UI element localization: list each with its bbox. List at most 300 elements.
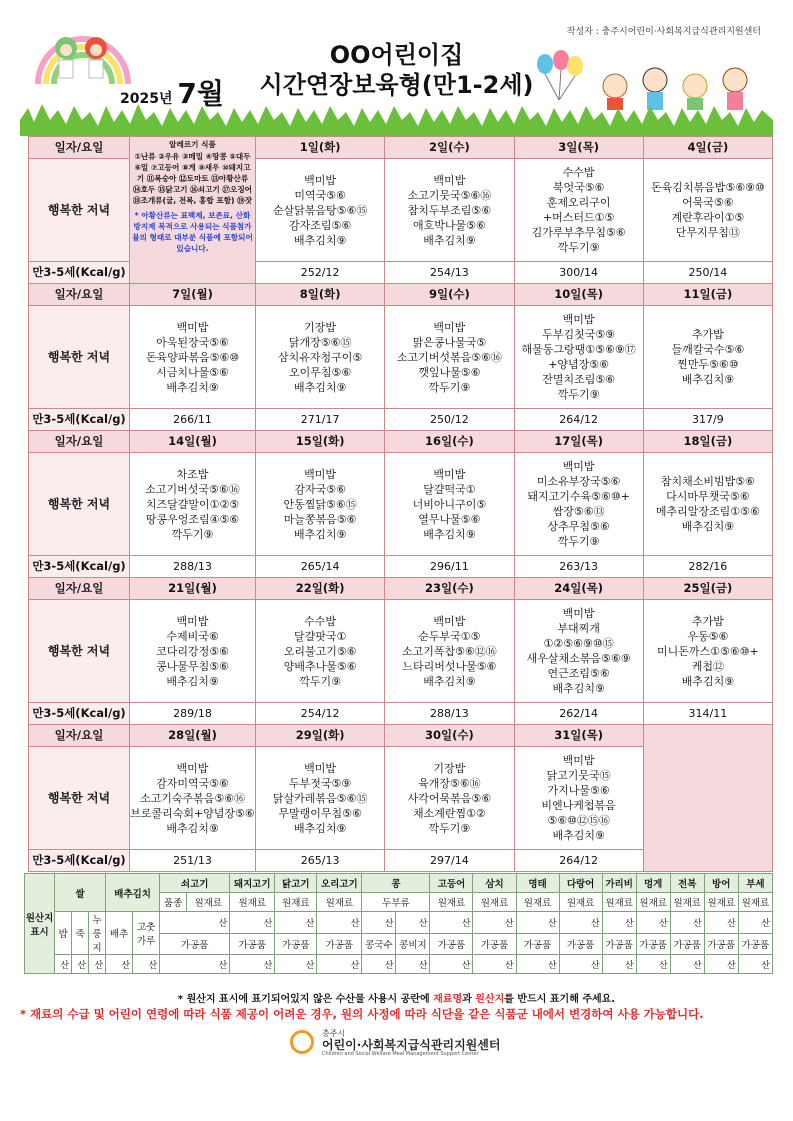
dish-item: 단무지무침⑬ — [675, 226, 740, 239]
day-header: 17일(목) — [514, 431, 643, 453]
dish-item: 김가루부추무침⑤⑥ — [531, 226, 626, 239]
dish-item: 배추김치⑨ — [293, 233, 347, 247]
dish-item: 깍두기⑨ — [299, 674, 341, 688]
day-kcal: 317/9 — [643, 409, 772, 431]
origin-mackerel: 고등어 — [430, 874, 473, 893]
dish-item: 백미밥 — [562, 754, 595, 767]
dish-item: 배추김치⑨ — [423, 233, 476, 247]
dish-item: 기장밥 — [433, 761, 466, 775]
origin-juk: 죽 — [72, 912, 89, 955]
day-kcal: 264/12 — [514, 850, 643, 872]
dish-item: +머스터드①⑤ — [542, 211, 615, 224]
day-dishes — [514, 306, 643, 409]
dish-item: 배추김치⑨ — [681, 373, 735, 386]
day-header: 31일(목) — [514, 725, 643, 747]
day-header: 22일(화) — [256, 578, 385, 600]
origin-san: 산 — [430, 912, 473, 934]
dish-item: 다시마무챗국⑤⑥ — [666, 490, 750, 503]
dish-item: 오리불고기⑤⑥ — [283, 644, 357, 658]
origin-raw: 원재료 — [738, 893, 772, 912]
origin-san: 산 — [275, 955, 317, 974]
origin-abalone: 전복 — [670, 874, 704, 893]
date-day-label: 일자/요일 — [29, 578, 130, 600]
dish-item: 상추무침⑤⑥ — [547, 520, 610, 533]
origin-san: 산 — [473, 912, 516, 934]
origin-spanish-mackerel: 삼치 — [473, 874, 516, 893]
day-dishes — [643, 306, 772, 409]
dish-item: 어묵국⑤⑥ — [682, 196, 734, 209]
day-dishes — [514, 453, 643, 556]
dish-item: 아욱된장국⑤⑥ — [156, 335, 229, 349]
center-logo — [290, 1028, 510, 1056]
day-header: 3일(목) — [514, 137, 643, 159]
dish-item: 소고기버섯국⑤⑥⑯ — [145, 482, 240, 496]
origin-chicken: 닭고기 — [275, 874, 317, 893]
origin-raw: 원재료 — [275, 893, 317, 912]
day-kcal: 250/14 — [643, 262, 772, 284]
day-kcal: 288/13 — [385, 703, 514, 725]
day-kcal: 250/12 — [385, 409, 514, 431]
dish-item: 백미밥 — [433, 614, 466, 628]
dish-item: 북엇국⑤⑥ — [552, 181, 605, 194]
dish-item: 찐만두⑤⑥⑩ — [677, 358, 739, 371]
dish-item: 배추김치⑨ — [166, 674, 219, 688]
day-header: 15일(화) — [256, 431, 385, 453]
day-kcal: 266/11 — [130, 409, 256, 431]
dinner-label: 행복한 저녁 — [29, 600, 130, 703]
origin-cabbage: 배추 — [106, 912, 133, 955]
dish-item: 느타리버섯나물⑤⑥ — [402, 659, 497, 673]
dish-item: 배추김치⑨ — [293, 527, 347, 541]
kcal-label: 만3-5세(Kcal/g) — [29, 556, 130, 578]
origin-note-text: 를 반드시 표기해 주세요. — [504, 994, 616, 1005]
dish-item: 치즈달걀말이①②⑤ — [145, 497, 240, 511]
dish-item: 부대찌개 — [557, 622, 600, 635]
day-dishes — [256, 747, 385, 850]
dish-item: 소고기뭇국⑤⑥⑯ — [407, 188, 492, 202]
dish-item: 백미밥 — [433, 173, 466, 187]
dish-item: 백미밥 — [304, 173, 337, 187]
day-kcal: 252/12 — [256, 262, 385, 284]
day-header: 23일(수) — [385, 578, 514, 600]
dish-item: 닭고기뭇국⑮ — [546, 769, 611, 782]
dish-item: 감자조림⑤⑥ — [289, 218, 352, 232]
origin-san: 산 — [704, 912, 738, 934]
origin-raw: 원재료 — [473, 893, 516, 912]
dish-item: 배추김치⑨ — [293, 821, 347, 835]
day-kcal: 300/14 — [514, 262, 643, 284]
dish-item: 가지나물⑤⑥ — [547, 784, 610, 797]
day-header: 25일(금) — [643, 578, 772, 600]
day-header: 30일(수) — [385, 725, 514, 747]
dish-item: 육개장⑤⑥⑯ — [418, 776, 481, 790]
footer-note: * 재료의 수급 및 어린이 연령에 따라 식품 제공이 어려운 경우, 원의 사정에 따라 식단을 같은 식품군 내에서 변경하여 사용 가능합니다. — [20, 1007, 704, 1021]
dish-item: 케첩⑫ — [691, 659, 724, 673]
date-day-label: 일자/요일 — [29, 137, 130, 159]
origin-processed: 가공품 — [275, 933, 317, 955]
origin-side-label: 원산지 표시 — [25, 874, 55, 974]
day-kcal: 265/14 — [256, 556, 385, 578]
origin-yellowtail: 방어 — [704, 874, 738, 893]
day-kcal: 297/14 — [385, 850, 514, 872]
dish-item: 백미밥 — [304, 761, 337, 775]
dish-item: 배추김치⑨ — [681, 520, 735, 533]
dish-item: 수제비국⑥ — [166, 629, 219, 643]
dish-item: 차조밥 — [176, 467, 209, 481]
origin-chili: 고춧가루 — [133, 912, 160, 955]
dish-item: 소고기버섯볶음⑤⑥⑯ — [396, 350, 502, 364]
dish-item: ⑤⑥⑩⑫⑮⑯ — [547, 814, 610, 827]
dish-item: 백미밥 — [562, 607, 595, 620]
dish-item: 닭개장⑤⑥⑮ — [288, 335, 352, 349]
origin-sea-squirt: 멍게 — [636, 874, 670, 893]
day-dishes — [514, 747, 643, 850]
origin-san: 산 — [106, 955, 133, 974]
dish-item: 배추김치⑨ — [552, 829, 605, 842]
origin-san: 산 — [738, 912, 772, 934]
dish-item: 너비아니구이⑤ — [412, 497, 487, 511]
dish-item: 백미밥 — [433, 320, 466, 334]
dish-item: 소고기폭찹⑤⑥⑫⑯ — [401, 644, 497, 658]
day-header: 21일(월) — [130, 578, 256, 600]
dish-item: 배추김치⑨ — [423, 527, 476, 541]
dish-item: 돈육양파볶음⑤⑥⑩ — [145, 350, 240, 364]
origin-raw: 원재료 — [187, 893, 230, 912]
dish-item: 두부김칫국⑤⑨ — [542, 328, 616, 341]
dish-item: 참치채소비빔밥⑤⑥ — [660, 475, 755, 488]
origin-san: 산 — [704, 955, 738, 974]
title-line1: OO어린이집 — [329, 41, 464, 69]
origin-note-text: * 원산지 표시에 표기되어있지 않은 수산물 사용시 공란에 — [177, 994, 434, 1005]
origin-san: 산 — [430, 955, 473, 974]
origin-san: 산 — [636, 955, 670, 974]
origin-raw: 원재료 — [230, 893, 275, 912]
menu-table — [28, 136, 773, 872]
day-kcal: 264/12 — [514, 409, 643, 431]
dish-item: 닭살카레볶음⑤⑥⑮ — [272, 791, 368, 805]
dinner-label: 행복한 저녁 — [29, 159, 130, 262]
dish-item: 수수밥 — [304, 614, 337, 628]
dish-item: 잔멸치조림⑤⑥ — [542, 373, 616, 386]
origin-raw: 원재료 — [559, 893, 602, 912]
dish-item: 추가밥 — [691, 328, 724, 341]
date-day-label: 일자/요일 — [29, 725, 130, 747]
origin-san: 산 — [670, 955, 704, 974]
dish-item: 백미밥 — [433, 467, 466, 481]
day-header: 8일(화) — [256, 284, 385, 306]
origin-soy-pulp: 콩비지 — [396, 933, 430, 955]
origin-bap: 밥 — [55, 912, 72, 955]
day-dishes — [643, 159, 772, 262]
origin-san: 산 — [636, 912, 670, 934]
allergy-title: 알레르기 식품 — [169, 140, 216, 149]
origin-processed: 가공품 — [559, 933, 602, 955]
origin-san: 산 — [133, 955, 160, 974]
origin-san: 산 — [516, 912, 559, 934]
smile-logo-icon — [290, 1030, 314, 1054]
day-header: 4일(금) — [643, 137, 772, 159]
dish-item: 순살닭볶음탕⑤⑥⑮ — [272, 203, 368, 217]
dinner-label: 행복한 저녁 — [29, 453, 130, 556]
allergy-items: ①난류 ②우유 ③메밀 ④땅콩 ⑤대두 ⑥밀 ⑦고등어 ⑧게 ⑨새우 ⑩돼지고기 ⑪복숭아 ⑫토마토 ⑬아황산류 ⑭호두 ⑮닭고기 ⑯쇠고기 ⑰오징어 ⑱조개류(굴, 전복, 홍합 포함) ⑲잣 — [132, 152, 253, 205]
dish-item: 달걀팟국① — [293, 629, 347, 643]
day-kcal: 288/13 — [130, 556, 256, 578]
day-dishes — [385, 747, 514, 850]
dish-item: 백미밥 — [304, 467, 337, 481]
origin-table — [24, 873, 773, 974]
origin-san: 산 — [362, 912, 396, 934]
day-kcal: 271/17 — [256, 409, 385, 431]
kcal-label: 만3-5세(Kcal/g) — [29, 850, 130, 872]
origin-san: 산 — [275, 912, 317, 934]
day-header: 2일(수) — [385, 137, 514, 159]
origin-processed: 가공품 — [704, 933, 738, 955]
dish-item: 감자국⑤⑥ — [294, 482, 346, 496]
day-dishes — [385, 306, 514, 409]
origin-san: 산 — [559, 955, 602, 974]
title-line2: 시간연장보육형(만1-2세) — [259, 71, 534, 99]
dish-item: 무말랭이무침⑤⑥ — [278, 806, 362, 820]
origin-san: 산 — [396, 912, 430, 934]
day-dishes — [643, 600, 772, 703]
dish-item: 사각어묵볶음⑤⑥ — [407, 791, 492, 805]
origin-san: 산 — [89, 955, 106, 974]
day-dishes — [130, 747, 256, 850]
kcal-label: 만3-5세(Kcal/g) — [29, 409, 130, 431]
origin-raw: 원재료 — [317, 893, 362, 912]
day-kcal: 254/13 — [385, 262, 514, 284]
dinner-label: 행복한 저녁 — [29, 747, 130, 850]
origin-processed: 가공품 — [516, 933, 559, 955]
day-header: 16일(수) — [385, 431, 514, 453]
day-header: 10일(목) — [514, 284, 643, 306]
origin-note-origin: 원산지 — [475, 994, 505, 1005]
day-header: 18일(금) — [643, 431, 772, 453]
day-dishes — [130, 306, 256, 409]
dish-item: 마늘쫑볶음⑤⑥ — [283, 512, 357, 526]
origin-san: 산 — [559, 912, 602, 934]
origin-san: 산 — [55, 955, 72, 974]
origin-raw: 원재료 — [430, 893, 473, 912]
origin-processed: 가공품 — [230, 933, 275, 955]
center-english: Children and Social Welfare Meal Management Support Center — [322, 1051, 479, 1057]
origin-rice: 쌀 — [55, 874, 106, 912]
dish-item: 깍두기⑨ — [557, 535, 600, 548]
dish-item: 애호박나물⑤⑥ — [412, 218, 486, 232]
date-day-label: 일자/요일 — [29, 431, 130, 453]
kcal-label: 만3-5세(Kcal/g) — [29, 703, 130, 725]
dish-item: 오이무침⑤⑥ — [289, 365, 352, 379]
dish-item: 우동⑤⑥ — [687, 629, 729, 643]
dish-item: 훈제오리구이 — [546, 196, 611, 209]
origin-bean: 콩 — [362, 874, 430, 893]
dish-item: 콩나물무침⑤⑥ — [156, 659, 229, 673]
day-kcal: 314/11 — [643, 703, 772, 725]
origin-duck: 오리고기 — [317, 874, 362, 893]
dinner-label: 행복한 저녁 — [29, 306, 130, 409]
origin-nurungji: 누룽지 — [89, 912, 106, 955]
day-header: 29일(화) — [256, 725, 385, 747]
origin-tofu: 두부류 — [362, 893, 430, 912]
day-kcal: 251/13 — [130, 850, 256, 872]
origin-san: 산 — [602, 955, 636, 974]
dish-item: 계란후라이①⑤ — [671, 211, 745, 224]
dish-item: 비엔나케첩볶음 — [541, 799, 616, 812]
day-header: 28일(월) — [130, 725, 256, 747]
day-header: 24일(목) — [514, 578, 643, 600]
dish-item: ①②⑤⑥⑨⑩⑮ — [543, 637, 614, 650]
dish-item: 백미밥 — [176, 761, 209, 775]
day-header: 7일(월) — [130, 284, 256, 306]
dish-item: 해물동그랑땡①⑤⑥⑨⑰ — [521, 343, 636, 356]
month-label: 7월 — [177, 77, 224, 110]
day-dishes — [256, 159, 385, 262]
dish-item: 미니돈까스①⑤⑥⑩+ — [656, 644, 759, 658]
dish-item: 두부젓국⑤⑨ — [289, 776, 352, 790]
dish-item: 채소계란찜①② — [412, 806, 486, 820]
dish-item: +양념장⑤⑥ — [548, 358, 610, 371]
origin-pork: 돼지고기 — [230, 874, 275, 893]
dish-item: 쌈장⑤⑥⑬ — [552, 505, 605, 518]
allergy-note: * 아황산류는 표백제, 보존료, 산화방지제 목적으로 사용되는 식품첨가물의 형태로 대부분 식품에 포함되어 있습니다. — [132, 211, 253, 253]
dish-item: 돈육김치볶음밥⑤⑥⑨⑩ — [650, 181, 765, 194]
origin-san: 산 — [473, 955, 516, 974]
origin-san: 산 — [396, 955, 430, 974]
origin-san: 산 — [72, 955, 89, 974]
day-dishes — [514, 159, 643, 262]
dish-item: 참치두부조림⑤⑥ — [407, 203, 492, 217]
dish-item: 브로콜리숙회+양념장⑤⑥ — [130, 806, 255, 820]
origin-san: 산 — [516, 955, 559, 974]
origin-processed: 가공품 — [670, 933, 704, 955]
empty-cell — [643, 725, 772, 872]
day-kcal: 282/16 — [643, 556, 772, 578]
origin-processed: 가공품 — [430, 933, 473, 955]
dish-item: 감자미역국⑤⑥ — [156, 776, 229, 790]
origin-processed: 가공품 — [738, 933, 772, 955]
dish-item: 추가밥 — [691, 614, 724, 628]
origin-raw: 원재료 — [704, 893, 738, 912]
dish-item: 백미밥 — [176, 614, 209, 628]
origin-san: 산 — [230, 912, 275, 934]
dish-item: 달걀떡국① — [423, 482, 476, 496]
day-header: 11일(금) — [643, 284, 772, 306]
dish-item: 코다리강정⑤⑥ — [156, 644, 229, 658]
day-dishes — [130, 600, 256, 703]
origin-san: 산 — [738, 955, 772, 974]
origin-processed: 가공품 — [602, 933, 636, 955]
dish-item: 깍두기⑨ — [428, 380, 471, 394]
origin-san: 산 — [317, 955, 362, 974]
day-kcal: 254/12 — [256, 703, 385, 725]
dish-item: 연근조림⑤⑥ — [547, 667, 610, 680]
origin-processed: 가공품 — [636, 933, 670, 955]
center-city: 충주시 — [322, 1029, 346, 1038]
day-dishes — [514, 600, 643, 703]
origin-beef: 쇠고기 — [160, 874, 230, 893]
origin-kimchi: 배추김치 — [106, 874, 160, 912]
origin-san: 산 — [230, 955, 275, 974]
dish-item: 깍두기⑨ — [171, 527, 214, 541]
dish-item: 배추김치⑨ — [293, 380, 347, 394]
origin-note-text: 과 — [462, 994, 476, 1005]
author-credit: 작성자 : 충주시어린이·사회복지급식관리지원센터 — [566, 27, 761, 37]
origin-san: 산 — [317, 912, 362, 934]
day-header: 14일(월) — [130, 431, 256, 453]
dish-item: 순두부국①⑤ — [418, 629, 481, 643]
dish-item: 소고기숙주볶음⑤⑥⑯ — [139, 791, 246, 805]
origin-processed: 가공품 — [317, 933, 362, 955]
origin-raw: 원재료 — [670, 893, 704, 912]
year-label: 2025년 — [120, 91, 173, 107]
date-day-label: 일자/요일 — [29, 284, 130, 306]
day-kcal: 265/13 — [256, 850, 385, 872]
dish-item: 깍두기⑨ — [557, 241, 600, 254]
dish-item: 메추리알장조림①⑤⑥ — [655, 505, 760, 518]
dish-item: 수수밥 — [562, 166, 595, 179]
origin-grade: 품종 — [160, 893, 187, 912]
day-header: 9일(수) — [385, 284, 514, 306]
day-dishes — [643, 453, 772, 556]
dish-item: 미소유부장국⑤⑥ — [536, 475, 621, 488]
dish-item: 백미밥 — [562, 313, 595, 326]
day-dishes — [130, 453, 256, 556]
day-kcal: 263/13 — [514, 556, 643, 578]
day-dishes — [256, 600, 385, 703]
dish-item: 돼지고기수육⑤⑥⑩+ — [527, 490, 630, 503]
origin-processed: 가공품 — [473, 933, 516, 955]
dish-item: 시금치나물⑤⑥ — [156, 365, 229, 379]
origin-san: 산 — [160, 912, 230, 934]
origin-processed: 가공품 — [160, 933, 230, 955]
dish-item: 양배추나물⑤⑥ — [283, 659, 357, 673]
origin-san: 산 — [670, 912, 704, 934]
origin-raw: 원재료 — [602, 893, 636, 912]
kcal-label: 만3-5세(Kcal/g) — [29, 262, 130, 284]
dish-item: 삼치유자청구이⑤ — [278, 350, 363, 364]
dish-item: 깍두기⑨ — [428, 821, 471, 835]
day-header: 1일(화) — [256, 137, 385, 159]
dish-item: 배추김치⑨ — [166, 380, 219, 394]
dish-item: 깻잎나물⑤⑥ — [418, 365, 481, 379]
dish-item: 새우살채소볶음⑤⑥⑨ — [526, 652, 631, 665]
day-dishes — [256, 306, 385, 409]
dish-item: 배추김치⑨ — [552, 682, 605, 695]
day-kcal: 289/18 — [130, 703, 256, 725]
grass-border — [20, 100, 773, 136]
origin-pollock: 명태 — [516, 874, 559, 893]
origin-tuna: 다랑어 — [559, 874, 602, 893]
origin-note — [0, 990, 793, 1005]
origin-croaker: 부세 — [738, 874, 772, 893]
origin-raw: 원재료 — [636, 893, 670, 912]
allergy-info — [130, 137, 256, 284]
day-dishes — [385, 600, 514, 703]
origin-note-ingredient: 재료명 — [433, 994, 463, 1005]
origin-san: 산 — [602, 912, 636, 934]
day-dishes — [385, 159, 514, 262]
dish-item: 배추김치⑨ — [681, 674, 735, 688]
dish-item: 백미밥 — [562, 460, 595, 473]
dish-item: 깍두기⑨ — [557, 388, 600, 401]
day-dishes — [256, 453, 385, 556]
origin-soy-noodle: 콩국수 — [362, 933, 396, 955]
origin-raw: 원재료 — [516, 893, 559, 912]
dish-item: 들깨칼국수⑤⑥ — [671, 343, 745, 356]
day-kcal: 262/14 — [514, 703, 643, 725]
dish-item: 맑은콩나물국⑤ — [412, 335, 487, 349]
origin-scallop: 가리비 — [602, 874, 636, 893]
